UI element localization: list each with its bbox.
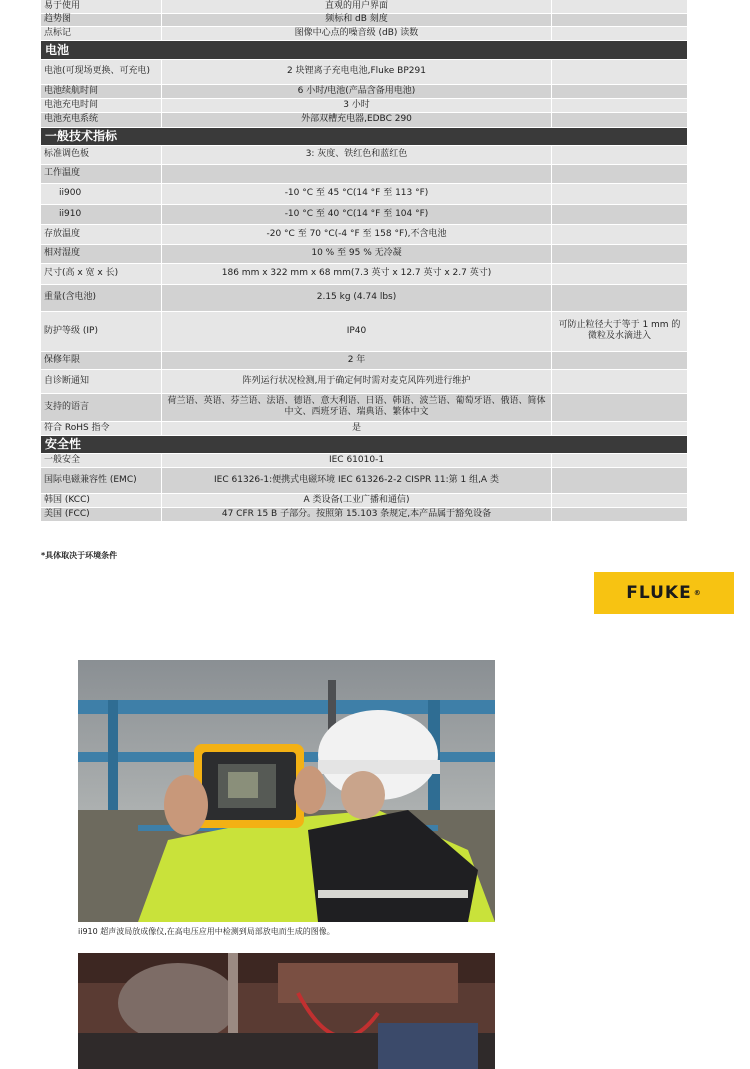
spec-note: [552, 0, 688, 13]
spec-row: [41, 453, 688, 467]
spec-value: A 类设备(工业广播和通信): [162, 493, 552, 507]
spec-note: [552, 369, 688, 393]
spec-label: 国际电磁兼容性 (EMC): [41, 467, 162, 493]
spec-row: [41, 13, 688, 26]
spec-label: 电池充电系统: [41, 112, 162, 127]
spec-note: [552, 13, 688, 26]
spec-row: [41, 284, 688, 311]
spec-note: [552, 351, 688, 369]
logo-registered-mark: ®: [693, 589, 702, 597]
section-header: [41, 127, 688, 145]
spec-row: [41, 112, 688, 127]
spec-row: [41, 224, 688, 244]
spec-value: 3: 灰度、铁红色和蓝红色: [162, 145, 552, 164]
spec-label: 电池续航时间: [41, 84, 162, 98]
spec-note: [552, 467, 688, 493]
spec-value: 图像中心点的噪音级 (dB) 读数: [162, 26, 552, 40]
spec-row: [41, 84, 688, 98]
spec-label: 支持的语言: [41, 393, 162, 421]
spec-value: 6 小时/电池(产品含备用电池): [162, 84, 552, 98]
spec-label: 自诊断通知: [41, 369, 162, 393]
photo-industrial-machinery: [78, 953, 495, 1069]
spec-value: 3 小时: [162, 98, 552, 112]
spec-row: [41, 98, 688, 112]
spec-note: [552, 183, 688, 204]
photo-caption: ii910 超声波局放成像仪,在高电压应用中检测到局部放电而生成的图像。: [78, 927, 335, 936]
spec-row: [41, 467, 688, 493]
spec-label: 趋势图: [41, 13, 162, 26]
spec-note: [552, 507, 688, 521]
spec-label: 存放温度: [41, 224, 162, 244]
spec-note: [552, 145, 688, 164]
spec-label: 符合 RoHS 指令: [41, 421, 162, 435]
spec-value: 是: [162, 421, 552, 435]
spec-value: 10 % 至 95 % 无冷凝: [162, 244, 552, 263]
spec-value: 2 年: [162, 351, 552, 369]
spec-label: 保修年限: [41, 351, 162, 369]
spec-value: -10 °C 至 45 °C(14 °F 至 113 °F): [162, 183, 552, 204]
spec-label: 工作温度: [41, 164, 162, 183]
spec-row: [41, 244, 688, 263]
spec-row: [41, 0, 688, 13]
spec-label: 标准调色板: [41, 145, 162, 164]
spec-row: [41, 421, 688, 435]
spec-label: 重量(含电池): [41, 284, 162, 311]
spec-label: 易于使用: [41, 0, 162, 13]
spec-value: 2.15 kg (4.74 lbs): [162, 284, 552, 311]
spec-note: 可防止粒径大于等于 1 mm 的微粒及水滴进入: [552, 311, 688, 351]
spec-row: [41, 311, 688, 351]
spec-label: ii900: [41, 183, 162, 204]
section-title: 电池: [41, 40, 688, 59]
spec-row: [41, 145, 688, 164]
spec-row: [41, 164, 688, 183]
spec-label: 尺寸(高 x 宽 x 长): [41, 263, 162, 284]
spec-value: 186 mm x 322 mm x 68 mm(7.3 英寸 x 12.7 英寸 x 2.7 英寸): [162, 263, 552, 284]
spec-row: [41, 507, 688, 521]
spec-note: [552, 204, 688, 224]
spec-label: ii910: [41, 204, 162, 224]
spec-row: [41, 26, 688, 40]
spec-table: [41, 0, 688, 522]
logo-text: FLUKE: [626, 583, 692, 603]
photo-technician-imager: [78, 660, 495, 922]
spec-value: 2 块锂离子充电电池,Fluke BP291: [162, 59, 552, 84]
spec-row: [41, 204, 688, 224]
spec-label: 相对湿度: [41, 244, 162, 263]
spec-label: 一般安全: [41, 453, 162, 467]
spec-note: [552, 26, 688, 40]
section-title: 一般技术指标: [41, 127, 688, 145]
spec-row: [41, 351, 688, 369]
section-header: [41, 40, 688, 59]
spec-note: [552, 164, 688, 183]
spec-value: IP40: [162, 311, 552, 351]
spec-value: IEC 61326-1:便携式电磁环境 IEC 61326-2-2 CISPR 11:第 1 组,A 类: [162, 467, 552, 493]
spec-value: 直观的用户界面: [162, 0, 552, 13]
spec-label: 电池充电时间: [41, 98, 162, 112]
spec-note: [552, 393, 688, 421]
spec-note: [552, 84, 688, 98]
spec-label: 韩国 (KCC): [41, 493, 162, 507]
spec-note: [552, 284, 688, 311]
spec-value: 47 CFR 15 B 子部分。按照第 15.103 条规定,本产品属于豁免设备: [162, 507, 552, 521]
spec-value: 外部双槽充电器,EDBC 290: [162, 112, 552, 127]
spec-value: -20 °C 至 70 °C(-4 °F 至 158 °F),不含电池: [162, 224, 552, 244]
spec-row: [41, 59, 688, 84]
spec-note: [552, 493, 688, 507]
spec-note: [552, 98, 688, 112]
spec-value: IEC 61010-1: [162, 453, 552, 467]
spec-value: [162, 164, 552, 183]
spec-value: 阵列运行状况检测,用于确定何时需对麦克风阵列进行维护: [162, 369, 552, 393]
section-title: 安全性: [41, 435, 688, 453]
spec-note: [552, 59, 688, 84]
spec-row: [41, 369, 688, 393]
spec-value: 频标和 dB 刻度: [162, 13, 552, 26]
footnote: *具体取决于环境条件: [41, 551, 118, 560]
spec-note: [552, 263, 688, 284]
spec-label: 防护等级 (IP): [41, 311, 162, 351]
spec-note: [552, 224, 688, 244]
spec-row: [41, 263, 688, 284]
spec-row: [41, 393, 688, 421]
spec-note: [552, 453, 688, 467]
spec-label: 电池(可现场更换、可充电): [41, 59, 162, 84]
spec-note: [552, 421, 688, 435]
spec-label: 点标记: [41, 26, 162, 40]
spec-note: [552, 244, 688, 263]
spec-row: [41, 493, 688, 507]
spec-value: 荷兰语、英语、芬兰语、法语、德语、意大利语、日语、韩语、波兰语、葡萄牙语、俄语、简体中文、西班牙语、瑞典语、繁体中文: [162, 393, 552, 421]
fluke-logo: [594, 572, 734, 614]
spec-note: [552, 112, 688, 127]
spec-row: [41, 183, 688, 204]
spec-label: 美国 (FCC): [41, 507, 162, 521]
section-header: [41, 435, 688, 453]
spec-value: -10 °C 至 40 °C(14 °F 至 104 °F): [162, 204, 552, 224]
